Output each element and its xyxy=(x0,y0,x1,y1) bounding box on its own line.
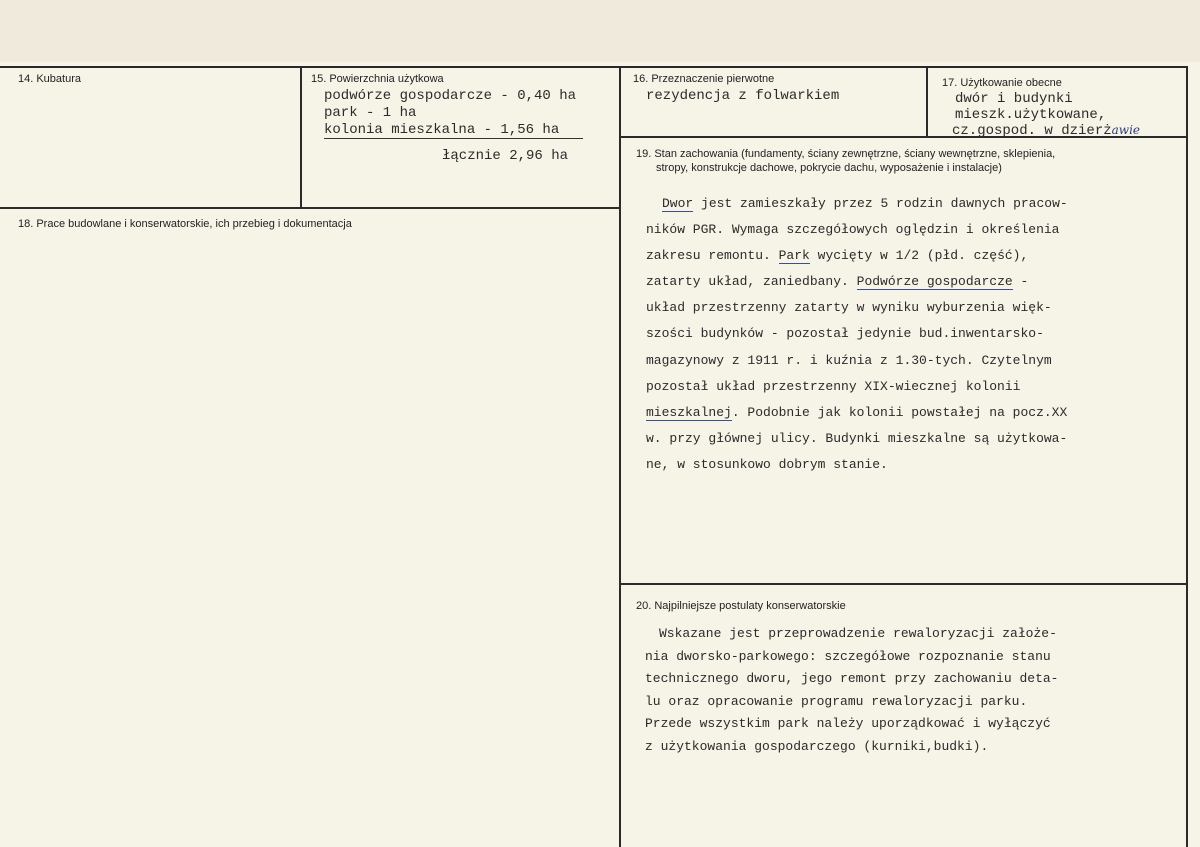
field-19-line xyxy=(646,191,1068,217)
field-19-text-run: jest zamieszkały przez 5 rodzin dawnych pracow- xyxy=(693,196,1068,211)
field-19-label-line-2: stropy, konstrukcje dachowe, pokrycie dachu, wyposażenie i instalacje) xyxy=(656,162,1002,174)
field-19-text-run: szości budynków - pozostał jedynie bud.inwentarsko- xyxy=(646,326,1044,342)
field-19-text-run: zatarty układ, zaniedbany. xyxy=(646,274,857,290)
field-19-underlined-term: Park xyxy=(778,248,810,264)
rule-under-14-15 xyxy=(0,207,621,209)
field-16-label: 16. Przeznaczenie pierwotne xyxy=(633,73,775,85)
field-19-line xyxy=(646,243,1068,269)
field-19-text-run: . Podobnie jak kolonii powstałej na pocz.XX xyxy=(731,404,1068,420)
field-20-label: 20. Najpilniejsze postulaty konserwatorskie xyxy=(636,600,846,612)
field-17-line-2: mieszk.użytkowane, xyxy=(955,107,1107,123)
divider-14-15 xyxy=(300,66,302,208)
card-top-margin xyxy=(0,0,1200,62)
field-17-handwritten: awie xyxy=(1111,123,1141,137)
field-16-value: rezydencja z folwarkiem xyxy=(646,88,840,104)
field-18-label: 18. Prace budowlane i konserwatorskie, ich przebieg i dokumentacja xyxy=(18,218,352,230)
field-19-label-line-1: 19. Stan zachowania (fundamenty, ściany zewnętrzne, ściany wewnętrzne, sklepienia, xyxy=(636,148,1056,160)
field-17-label: 17. Użytkowanie obecne xyxy=(942,77,1062,89)
divider-16-17 xyxy=(926,66,928,138)
field-17-line-3-typed: cz.gospod. w dzierż xyxy=(952,123,1112,139)
field-17-line-3 xyxy=(952,122,1140,139)
field-19-line xyxy=(646,269,1068,295)
field-19-text xyxy=(646,191,1068,478)
field-19-text-run: ne, w stosunkowo dobrym stanie. xyxy=(646,456,888,472)
field-19-text-run: magazynowy z 1911 r. i kuźnia z 1.30-tych. Czytelnym xyxy=(646,352,1052,368)
field-19-line xyxy=(646,217,1068,243)
field-20-paragraph-2 xyxy=(645,713,1051,758)
field-19-line xyxy=(646,426,1068,452)
field-14-label: 14. Kubatura xyxy=(18,73,81,85)
field-19-text-run: układ przestrzenny zatarty w wyniku wyburzenia więk- xyxy=(646,300,1052,316)
field-15-line-1: podwórze gospodarcze - 0,40 ha xyxy=(324,88,577,104)
field-20-p1-line-2: nia dworsko-parkowego: szczegółowe rozpoznanie stanu xyxy=(645,648,1051,664)
field-20-paragraph-1 xyxy=(645,623,1058,713)
field-15-line-3: kolonia mieszkalna - 1,56 ha xyxy=(324,122,583,139)
field-15-total: łącznie 2,96 ha xyxy=(442,148,569,164)
field-20-p2-line-2: z użytkowania gospodarczego (kurniki,budki). xyxy=(645,738,989,754)
field-20-p1-line-1: Wskazane jest przeprowadzenie rewaloryzacji założe- xyxy=(659,626,1057,641)
field-17-line-1: dwór i budynki xyxy=(955,91,1073,107)
right-border xyxy=(1186,66,1188,847)
field-19-text-run: ników PGR. Wymaga szczegółowych oględzin i określenia xyxy=(646,222,1060,238)
field-19-underlined-term: Dwor xyxy=(662,196,694,211)
field-19-line xyxy=(646,321,1068,347)
field-19-line xyxy=(646,400,1068,426)
field-19-text-run: - xyxy=(1012,274,1029,290)
field-20-p1-line-3: technicznego dworu, jego remont przy zachowaniu deta- xyxy=(645,671,1059,686)
field-19-underlined-term: Podwórze gospodarcze xyxy=(856,274,1013,290)
field-19-line xyxy=(646,374,1068,400)
top-rule xyxy=(0,66,1188,68)
field-19-underlined-term: mieszkalnej xyxy=(646,404,732,420)
field-19-line xyxy=(646,452,1068,478)
field-19-text-run: zakresu remontu. xyxy=(646,248,779,264)
field-19-text-run: wycięty w 1/2 (płd. część), xyxy=(809,248,1029,264)
field-15-label: 15. Powierzchnia użytkowa xyxy=(311,73,444,85)
field-19-line xyxy=(646,348,1068,374)
field-19-line xyxy=(646,295,1068,321)
field-15-line-2: park - 1 ha xyxy=(324,105,417,121)
field-20-p2-line-1: Przede wszystkim park należy uporządkować i wyłączyć xyxy=(645,716,1051,731)
field-19-text-run: w. przy głównej ulicy. Budynki mieszkalne są użytkowa- xyxy=(646,430,1068,446)
field-19-text-run: pozostał układ przestrzenny XIX-wiecznej kolonii xyxy=(646,378,1021,394)
divider-main xyxy=(619,66,621,847)
rule-above-20 xyxy=(619,583,1188,585)
field-20-p1-line-4: lu oraz opracowanie programu rewaloryzacji parku. xyxy=(645,693,1028,709)
